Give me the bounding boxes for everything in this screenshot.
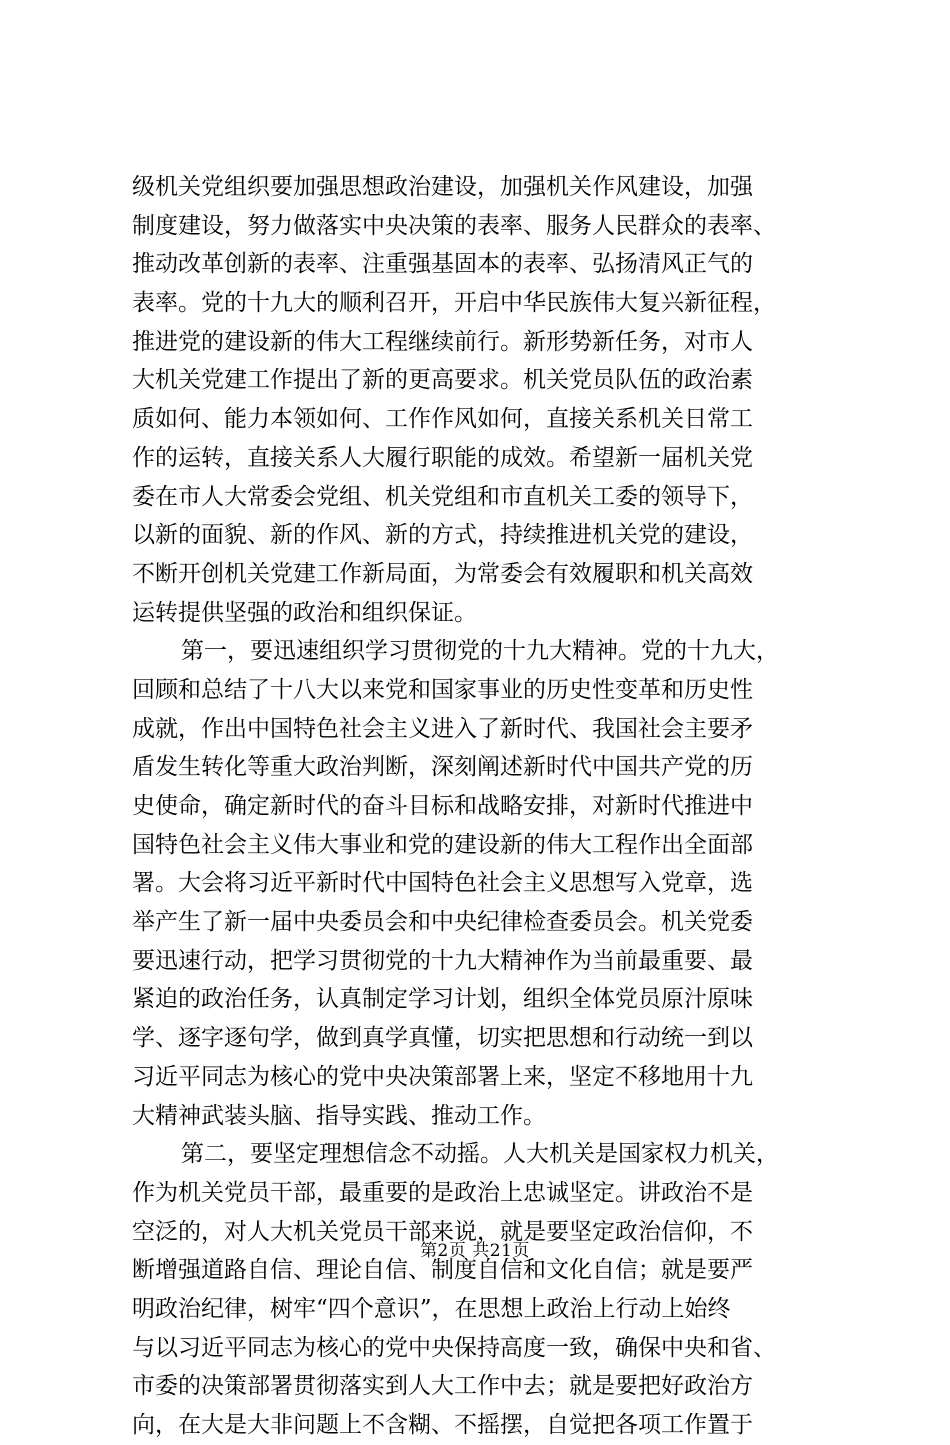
text-line: 质如何、能力本领如何、工作作风如何，直接关系机关日常工 xyxy=(132,406,753,433)
text-line: 紧迫的政治任务，认真制定学习计划，组织全体党员原汁原味 xyxy=(132,986,753,1013)
text-line: 要迅速行动，把学习贯彻党的十九大精神作为当前最重要、最 xyxy=(132,947,753,974)
text-line: 级机关党组织要加强思想政治建设，加强机关作风建设，加强 xyxy=(132,174,753,200)
page-number-footer: 第2页 共21页 xyxy=(420,1241,530,1261)
text-line: 举产生了新一届中央委员会和中央纪律检查委员会。机关党委 xyxy=(132,909,753,936)
text-line: 委在市人大常委会党组、机关党组和市直机关工委的领导下， xyxy=(132,483,753,510)
text-line: 断增强道路自信、理论自信、制度自信和文化自信；就是要严 xyxy=(132,1257,753,1284)
text-line: 回顾和总结了十八大以来党和国家事业的历史性变革和历史性 xyxy=(132,676,753,703)
text-line: 不断开创机关党建工作新局面，为常委会有效履职和机关高效 xyxy=(132,560,753,587)
text-line: 作为机关党员干部，最重要的是政治上忠诚坚定。讲政治不是 xyxy=(132,1179,753,1206)
text-line: 国特色社会主义伟大事业和党的建设新的伟大工程作出全面部 xyxy=(132,831,753,858)
text-line: 制度建设，努力做落实中央决策的表率、服务人民群众的表率、 xyxy=(132,212,776,239)
text-line: 史使命，确定新时代的奋斗目标和战略安排，对新时代推进中 xyxy=(132,793,753,819)
text-line: 推进党的建设新的伟大工程继续前行。新形势新任务，对市人 xyxy=(132,328,753,355)
text-line: 向，在大是大非问题上不含糊、不摇摆，自觉把各项工作置于 xyxy=(132,1412,753,1438)
text-line: 盾发生转化等重大政治判断，深刻阐述新时代中国共产党的历 xyxy=(132,754,753,781)
text-line: 推动改革创新的表率、注重强基固本的表率、弘扬清风正气的 xyxy=(132,251,753,278)
text-line: 与以习近平同志为核心的党中央保持高度一致，确保中央和省、 xyxy=(132,1334,776,1361)
text-line: 大机关党建工作提出了新的更高要求。机关党员队伍的政治素 xyxy=(132,367,753,394)
text-line: 作的运转，直接关系人大履行职能的成效。希望新一届机关党 xyxy=(132,444,753,471)
paragraph-first-line: 第一，要迅速组织学习贯彻党的十九大精神。党的十九大， xyxy=(181,638,779,665)
text-line: 成就，作出中国特色社会主义进入了新时代、我国社会主要矛 xyxy=(132,715,753,742)
text-line: 习近平同志为核心的党中央决策部署上来，坚定不移地用十九 xyxy=(132,1063,753,1090)
text-line: 明政治纪律，树牢“四个意识”，在思想上政治上行动上始终 xyxy=(132,1295,731,1322)
text-line: 大精神武装头脑、指导实践、推动工作。 xyxy=(132,1102,546,1129)
text-line: 表率。党的十九大的顺利召开，开启中华民族伟大复兴新征程， xyxy=(132,290,776,317)
text-line: 学、逐字逐句学，做到真学真懂，切实把思想和行动统一到以 xyxy=(132,1025,753,1052)
text-line: 运转提供坚强的政治和组织保证。 xyxy=(132,599,477,626)
text-line: 以新的面貌、新的作风、新的方式，持续推进机关党的建设， xyxy=(132,522,753,549)
paragraph-first-line: 第二，要坚定理想信念不动摇。人大机关是国家权力机关， xyxy=(181,1141,779,1168)
text-line: 署。大会将习近平新时代中国特色社会主义思想写入党章，选 xyxy=(132,870,753,897)
text-line: 市委的决策部署贯彻落实到人大工作中去；就是要把好政治方 xyxy=(132,1373,753,1400)
text-line: 空泛的，对人大机关党员干部来说，就是要坚定政治信仰，不 xyxy=(132,1218,753,1245)
